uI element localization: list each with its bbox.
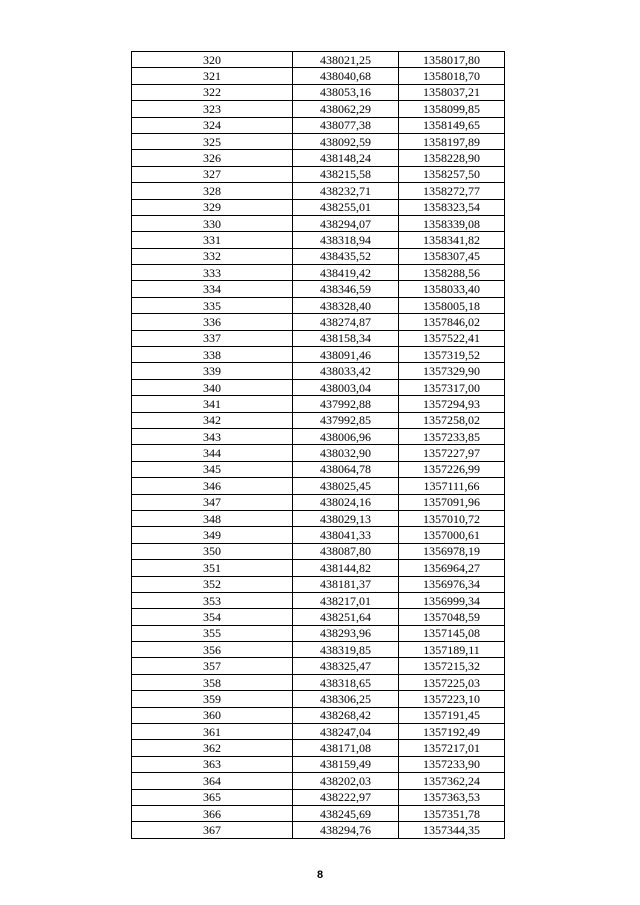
- x-coordinate-cell: 438053,16: [293, 84, 399, 100]
- x-coordinate-cell: 438087,80: [293, 543, 399, 559]
- y-coordinate-cell: 1357189,11: [399, 642, 505, 658]
- point-number-cell: 346: [132, 478, 293, 494]
- table-row: [132, 740, 505, 756]
- y-coordinate-cell: 1357522,41: [399, 330, 505, 346]
- point-number-cell: 357: [132, 658, 293, 674]
- point-number-cell: 350: [132, 543, 293, 559]
- y-coordinate-cell: 1357344,35: [399, 822, 505, 838]
- y-coordinate-cell: 1357223,10: [399, 691, 505, 707]
- x-coordinate-cell: 438293,96: [293, 625, 399, 641]
- table-row: [132, 461, 505, 477]
- point-number-cell: 366: [132, 805, 293, 821]
- table-row: [132, 215, 505, 231]
- table-row: [132, 756, 505, 772]
- table-row: [132, 428, 505, 444]
- table-row: [132, 314, 505, 330]
- point-number-cell: 337: [132, 330, 293, 346]
- point-number-cell: 326: [132, 150, 293, 166]
- y-coordinate-cell: 1357258,02: [399, 412, 505, 428]
- x-coordinate-cell: 438268,42: [293, 707, 399, 723]
- point-number-cell: 323: [132, 101, 293, 117]
- point-number-cell: 360: [132, 707, 293, 723]
- table-row: [132, 363, 505, 379]
- table-row: [132, 133, 505, 149]
- y-coordinate-cell: 1357319,52: [399, 347, 505, 363]
- y-coordinate-cell: 1358307,45: [399, 248, 505, 264]
- point-number-cell: 322: [132, 84, 293, 100]
- x-coordinate-cell: 438328,40: [293, 297, 399, 313]
- x-coordinate-cell: 438092,59: [293, 133, 399, 149]
- table-row: [132, 445, 505, 461]
- table-row: [132, 609, 505, 625]
- x-coordinate-cell: 438077,38: [293, 117, 399, 133]
- table-row: [132, 691, 505, 707]
- table-row: [132, 576, 505, 592]
- x-coordinate-cell: 438006,96: [293, 428, 399, 444]
- point-number-cell: 338: [132, 347, 293, 363]
- table-row: [132, 183, 505, 199]
- table-row: [132, 789, 505, 805]
- table-row: [132, 510, 505, 526]
- point-number-cell: 343: [132, 428, 293, 444]
- table-row: [132, 707, 505, 723]
- table-row: [132, 232, 505, 248]
- point-number-cell: 348: [132, 510, 293, 526]
- table-row: [132, 658, 505, 674]
- table-row: [132, 150, 505, 166]
- point-number-cell: 347: [132, 494, 293, 510]
- table-row: [132, 592, 505, 608]
- table-row: [132, 330, 505, 346]
- y-coordinate-cell: 1356999,34: [399, 592, 505, 608]
- x-coordinate-cell: 438148,24: [293, 150, 399, 166]
- table-row: [132, 248, 505, 264]
- point-number-cell: 327: [132, 166, 293, 182]
- x-coordinate-cell: 438318,65: [293, 674, 399, 690]
- table-row: [132, 101, 505, 117]
- x-coordinate-cell: 438251,64: [293, 609, 399, 625]
- y-coordinate-cell: 1357217,01: [399, 740, 505, 756]
- table-row: [132, 199, 505, 215]
- x-coordinate-cell: 438346,59: [293, 281, 399, 297]
- point-number-cell: 349: [132, 527, 293, 543]
- coordinates-table: [131, 51, 505, 839]
- y-coordinate-cell: 1358288,56: [399, 265, 505, 281]
- y-coordinate-cell: 1357226,99: [399, 461, 505, 477]
- y-coordinate-cell: 1357233,85: [399, 428, 505, 444]
- x-coordinate-cell: 438024,16: [293, 494, 399, 510]
- point-number-cell: 352: [132, 576, 293, 592]
- x-coordinate-cell: 438319,85: [293, 642, 399, 658]
- y-coordinate-cell: 1357145,08: [399, 625, 505, 641]
- point-number-cell: 321: [132, 68, 293, 84]
- x-coordinate-cell: 438435,52: [293, 248, 399, 264]
- x-coordinate-cell: 437992,85: [293, 412, 399, 428]
- y-coordinate-cell: 1358099,85: [399, 101, 505, 117]
- point-number-cell: 329: [132, 199, 293, 215]
- point-number-cell: 341: [132, 396, 293, 412]
- point-number-cell: 351: [132, 560, 293, 576]
- x-coordinate-cell: 438171,08: [293, 740, 399, 756]
- y-coordinate-cell: 1357091,96: [399, 494, 505, 510]
- y-coordinate-cell: 1356964,27: [399, 560, 505, 576]
- point-number-cell: 334: [132, 281, 293, 297]
- table-row: [132, 281, 505, 297]
- table-row: [132, 560, 505, 576]
- y-coordinate-cell: 1358018,70: [399, 68, 505, 84]
- x-coordinate-cell: 438306,25: [293, 691, 399, 707]
- x-coordinate-cell: 438247,04: [293, 724, 399, 740]
- point-number-cell: 362: [132, 740, 293, 756]
- x-coordinate-cell: 438202,03: [293, 773, 399, 789]
- point-number-cell: 359: [132, 691, 293, 707]
- y-coordinate-cell: 1357233,90: [399, 756, 505, 772]
- table-row: [132, 527, 505, 543]
- x-coordinate-cell: 438217,01: [293, 592, 399, 608]
- x-coordinate-cell: 438003,04: [293, 379, 399, 395]
- table-row: [132, 805, 505, 821]
- point-number-cell: 339: [132, 363, 293, 379]
- x-coordinate-cell: 438041,33: [293, 527, 399, 543]
- point-number-cell: 336: [132, 314, 293, 330]
- point-number-cell: 364: [132, 773, 293, 789]
- point-number-cell: 331: [132, 232, 293, 248]
- point-number-cell: 340: [132, 379, 293, 395]
- point-number-cell: 367: [132, 822, 293, 838]
- y-coordinate-cell: 1357362,24: [399, 773, 505, 789]
- y-coordinate-cell: 1357048,59: [399, 609, 505, 625]
- table-row: [132, 166, 505, 182]
- table-row: [132, 412, 505, 428]
- x-coordinate-cell: 438158,34: [293, 330, 399, 346]
- x-coordinate-cell: 438232,71: [293, 183, 399, 199]
- table-row: [132, 674, 505, 690]
- point-number-cell: 332: [132, 248, 293, 264]
- table-row: [132, 642, 505, 658]
- x-coordinate-cell: 438255,01: [293, 199, 399, 215]
- x-coordinate-cell: 438294,76: [293, 822, 399, 838]
- y-coordinate-cell: 1357363,53: [399, 789, 505, 805]
- point-number-cell: 363: [132, 756, 293, 772]
- x-coordinate-cell: 438419,42: [293, 265, 399, 281]
- y-coordinate-cell: 1358339,08: [399, 215, 505, 231]
- y-coordinate-cell: 1357294,93: [399, 396, 505, 412]
- y-coordinate-cell: 1358341,82: [399, 232, 505, 248]
- y-coordinate-cell: 1358257,50: [399, 166, 505, 182]
- point-number-cell: 344: [132, 445, 293, 461]
- y-coordinate-cell: 1357010,72: [399, 510, 505, 526]
- page-number: 8: [316, 869, 324, 881]
- y-coordinate-cell: 1358228,90: [399, 150, 505, 166]
- point-number-cell: 358: [132, 674, 293, 690]
- y-coordinate-cell: 1357225,03: [399, 674, 505, 690]
- y-coordinate-cell: 1357215,32: [399, 658, 505, 674]
- table-row: [132, 494, 505, 510]
- y-coordinate-cell: 1357351,78: [399, 805, 505, 821]
- y-coordinate-cell: 1358197,89: [399, 133, 505, 149]
- y-coordinate-cell: 1356978,19: [399, 543, 505, 559]
- x-coordinate-cell: 438325,47: [293, 658, 399, 674]
- x-coordinate-cell: 438215,58: [293, 166, 399, 182]
- x-coordinate-cell: 438064,78: [293, 461, 399, 477]
- x-coordinate-cell: 438245,69: [293, 805, 399, 821]
- x-coordinate-cell: 438021,25: [293, 52, 399, 68]
- point-number-cell: 330: [132, 215, 293, 231]
- table-row: [132, 379, 505, 395]
- x-coordinate-cell: 438091,46: [293, 347, 399, 363]
- y-coordinate-cell: 1358033,40: [399, 281, 505, 297]
- y-coordinate-cell: 1357317,00: [399, 379, 505, 395]
- table-row: [132, 68, 505, 84]
- x-coordinate-cell: 438294,07: [293, 215, 399, 231]
- y-coordinate-cell: 1356976,34: [399, 576, 505, 592]
- table-row: [132, 347, 505, 363]
- table-row: [132, 396, 505, 412]
- point-number-cell: 356: [132, 642, 293, 658]
- y-coordinate-cell: 1358017,80: [399, 52, 505, 68]
- y-coordinate-cell: 1357191,45: [399, 707, 505, 723]
- y-coordinate-cell: 1357846,02: [399, 314, 505, 330]
- table-row: [132, 297, 505, 313]
- table-row: [132, 117, 505, 133]
- table-row: [132, 52, 505, 68]
- table-row: [132, 773, 505, 789]
- point-number-cell: 342: [132, 412, 293, 428]
- point-number-cell: 354: [132, 609, 293, 625]
- x-coordinate-cell: 438033,42: [293, 363, 399, 379]
- point-number-cell: 361: [132, 724, 293, 740]
- x-coordinate-cell: 438025,45: [293, 478, 399, 494]
- x-coordinate-cell: 438032,90: [293, 445, 399, 461]
- y-coordinate-cell: 1358037,21: [399, 84, 505, 100]
- table-row: [132, 265, 505, 281]
- y-coordinate-cell: 1358005,18: [399, 297, 505, 313]
- point-number-cell: 335: [132, 297, 293, 313]
- y-coordinate-cell: 1357111,66: [399, 478, 505, 494]
- y-coordinate-cell: 1357227,97: [399, 445, 505, 461]
- point-number-cell: 320: [132, 52, 293, 68]
- table-row: [132, 822, 505, 838]
- x-coordinate-cell: 438274,87: [293, 314, 399, 330]
- table-row: [132, 478, 505, 494]
- x-coordinate-cell: 438159,49: [293, 756, 399, 772]
- point-number-cell: 328: [132, 183, 293, 199]
- point-number-cell: 333: [132, 265, 293, 281]
- y-coordinate-cell: 1358323,54: [399, 199, 505, 215]
- x-coordinate-cell: 438144,82: [293, 560, 399, 576]
- point-number-cell: 353: [132, 592, 293, 608]
- y-coordinate-cell: 1357192,49: [399, 724, 505, 740]
- x-coordinate-cell: 438222,97: [293, 789, 399, 805]
- x-coordinate-cell: 438029,13: [293, 510, 399, 526]
- x-coordinate-cell: 438062,29: [293, 101, 399, 117]
- table-row: [132, 84, 505, 100]
- x-coordinate-cell: 438318,94: [293, 232, 399, 248]
- table-row: [132, 625, 505, 641]
- y-coordinate-cell: 1357000,61: [399, 527, 505, 543]
- point-number-cell: 325: [132, 133, 293, 149]
- coordinates-table-body: [132, 52, 505, 839]
- y-coordinate-cell: 1357329,90: [399, 363, 505, 379]
- x-coordinate-cell: 438040,68: [293, 68, 399, 84]
- y-coordinate-cell: 1358272,77: [399, 183, 505, 199]
- x-coordinate-cell: 437992,88: [293, 396, 399, 412]
- point-number-cell: 324: [132, 117, 293, 133]
- point-number-cell: 355: [132, 625, 293, 641]
- point-number-cell: 365: [132, 789, 293, 805]
- table-row: [132, 724, 505, 740]
- table-row: [132, 543, 505, 559]
- y-coordinate-cell: 1358149,65: [399, 117, 505, 133]
- point-number-cell: 345: [132, 461, 293, 477]
- x-coordinate-cell: 438181,37: [293, 576, 399, 592]
